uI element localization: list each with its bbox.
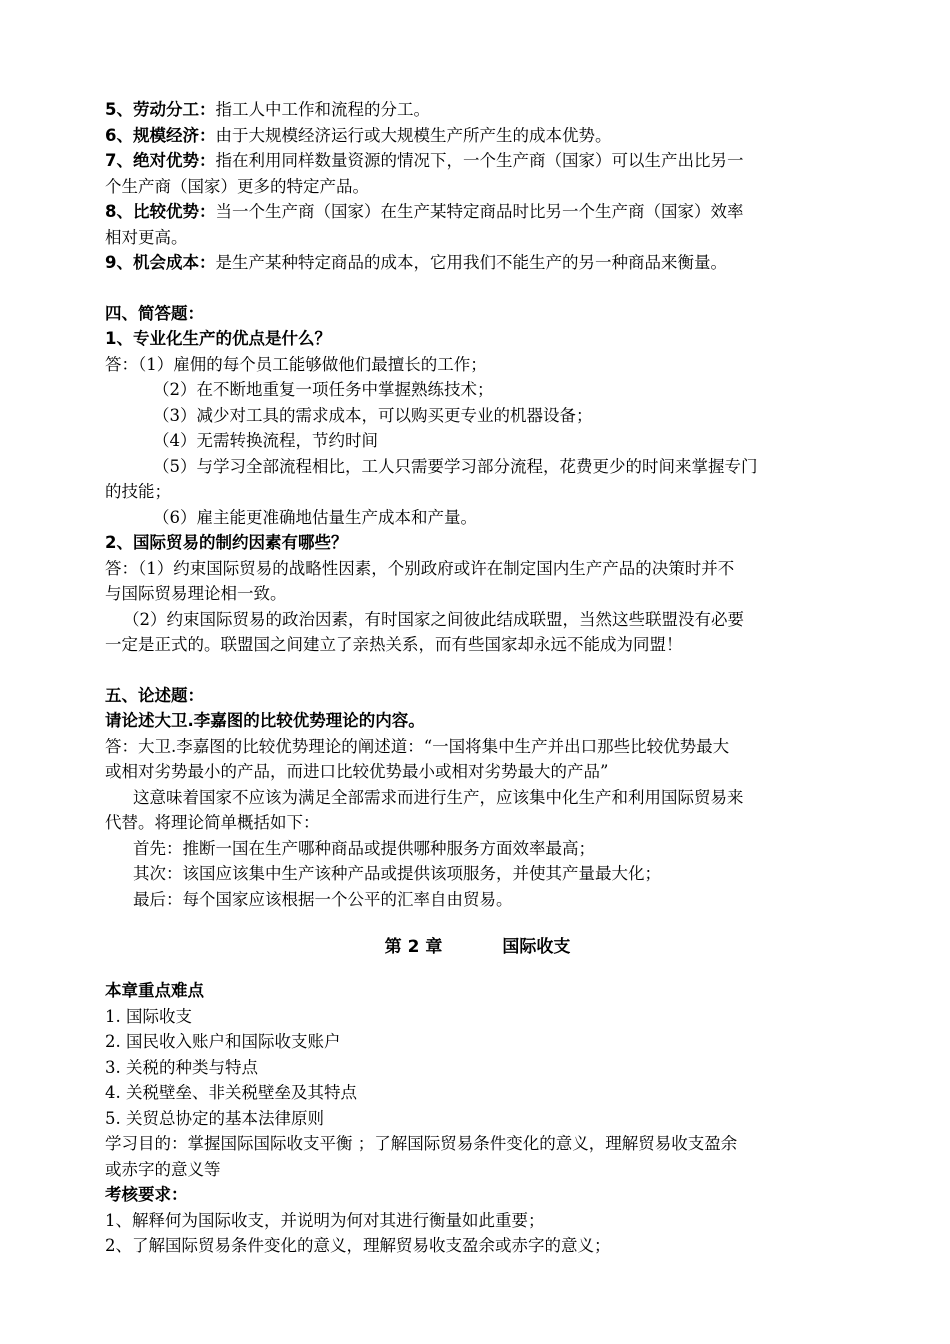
definition-7 (105, 148, 850, 174)
chapter-title: 国际收支 (502, 937, 571, 957)
answer-1-line: （5）与学习全部流程相比，工人只需要学习部分流程，花费更少的时间来掌握专门 (153, 456, 758, 476)
answer-1-line: （2）在不断地重复一项任务中掌握熟练技术； (153, 380, 494, 399)
definition-8 (105, 199, 850, 225)
essay-answer-line: 其次：该国应该集中生产该种产品或提供该项服务，并使其产量最大化； (133, 864, 661, 883)
chapter-heading (105, 934, 850, 960)
requirement-item: 1、解释何为国际收支，并说明为何对其进行衡量如此重要； (105, 1210, 545, 1230)
section-4-heading: 四、简答题： (105, 303, 204, 323)
key-point-item: 2. 国民收入账户和国际收支账户 (105, 1032, 341, 1051)
term-text: 由于大规模经济运行或大规模生产所产生的成本优势。 (215, 125, 612, 145)
answer-1-line: （6）雇主能更准确地估量生产成本和产量。 (153, 507, 477, 527)
definition-7-cont: 个生产商（国家）更多的特定产品。 (105, 176, 369, 196)
definition-5 (105, 97, 850, 123)
answer-2-line: 一定是正式的。联盟国之间建立了亲热关系，而有些国家却永远不能成为同盟！ (105, 635, 683, 654)
term-text: 指工人中工作和流程的分工。 (215, 100, 430, 119)
document-page (105, 97, 850, 1259)
requirements-heading: 考核要求： (105, 1185, 188, 1204)
term-label: 8、比较优势： (105, 202, 216, 221)
answer-1-line: 的技能； (105, 482, 171, 501)
term-label: 7、绝对优势： (105, 151, 216, 170)
answer-1-line: （3）减少对工具的需求成本，可以购买更专业的机器设备； (153, 405, 593, 425)
essay-answer-line: 首先：推断一国在生产哪种商品或提供哪种服务方面效率最高； (133, 838, 595, 858)
term-text: 指在利用同样数量资源的情况下，一个生产商（国家）可以生产出比另一 (215, 151, 744, 170)
key-point-item: 3. 关税的种类与特点 (105, 1057, 258, 1077)
essay-answer-line: 最后：每个国家应该根据一个公平的汇率自由贸易。 (133, 889, 513, 909)
answer-2-line: （2）约束国际贸易的政治因素，有时国家之间彼此结成联盟，当然这些联盟没有必要 (123, 609, 744, 629)
answer-1-line: （4）无需转换流程，节约时间 (153, 431, 378, 450)
answer-2-line: 答：（1）约束国际贸易的战略性因素，个别政府或许在制定国内生产产品的决策时并不 (105, 558, 735, 578)
key-point-item: 5. 关贸总协定的基本法律原则 (105, 1108, 324, 1128)
learning-goal-line: 或赤字的意义等 (105, 1159, 221, 1179)
essay-answer-line: 这意味着国家不应该为满足全部需求而进行生产，应该集中化生产和利用国际贸易来 (133, 787, 744, 807)
question-2: 2、国际贸易的制约因素有哪些？ (105, 533, 348, 552)
definition-6 (105, 123, 850, 149)
essay-answer-line: 代替。将理论简单概括如下： (105, 813, 320, 832)
term-label: 5、劳动分工： (105, 100, 216, 119)
essay-question: 请论述大卫.李嘉图的比较优势理论的内容。 (105, 711, 425, 730)
key-point-item: 4. 关税壁垒、非关税壁垒及其特点 (105, 1083, 357, 1102)
term-label: 9、机会成本： (105, 253, 216, 272)
term-text: 是生产某种特定商品的成本，它用我们不能生产的另一种商品来衡量。 (215, 253, 727, 272)
requirement-item: 2、了解国际贸易条件变化的意义，理解贸易收支盈余或赤字的意义； (105, 1236, 611, 1255)
answer-2-line: 与国际贸易理论相一致。 (105, 584, 287, 603)
learning-goal-line: 学习目的：掌握国际国际收支平衡 ；了解国际贸易条件变化的意义，理解贸易收支盈余 (105, 1134, 738, 1153)
question-1: 1、专业化生产的优点是什么？ (105, 329, 331, 348)
chapter-number: 第 2 章 (384, 937, 443, 957)
key-point-item: 1. 国际收支 (105, 1006, 192, 1026)
term-label: 6、规模经济： (105, 125, 216, 145)
definition-9 (105, 250, 850, 276)
section-5-heading: 五、论述题： (105, 685, 204, 705)
term-text: 当一个生产商（国家）在生产某特定商品时比另一个生产商（国家）效率 (215, 202, 744, 221)
answer-1-line: 答：（1）雇佣的每个员工能够做他们最擅长的工作； (105, 354, 487, 374)
essay-answer-line: 或相对劣势最小的产品，而进口比较优势最小或相对劣势最大的产品” (105, 762, 609, 781)
essay-answer-line: 答：大卫.李嘉图的比较优势理论的阐述道：“一国将集中生产并出口那些比较优势最大 (105, 736, 730, 756)
key-points-heading: 本章重点难点 (105, 981, 204, 1000)
definition-8-cont: 相对更高。 (105, 227, 188, 247)
